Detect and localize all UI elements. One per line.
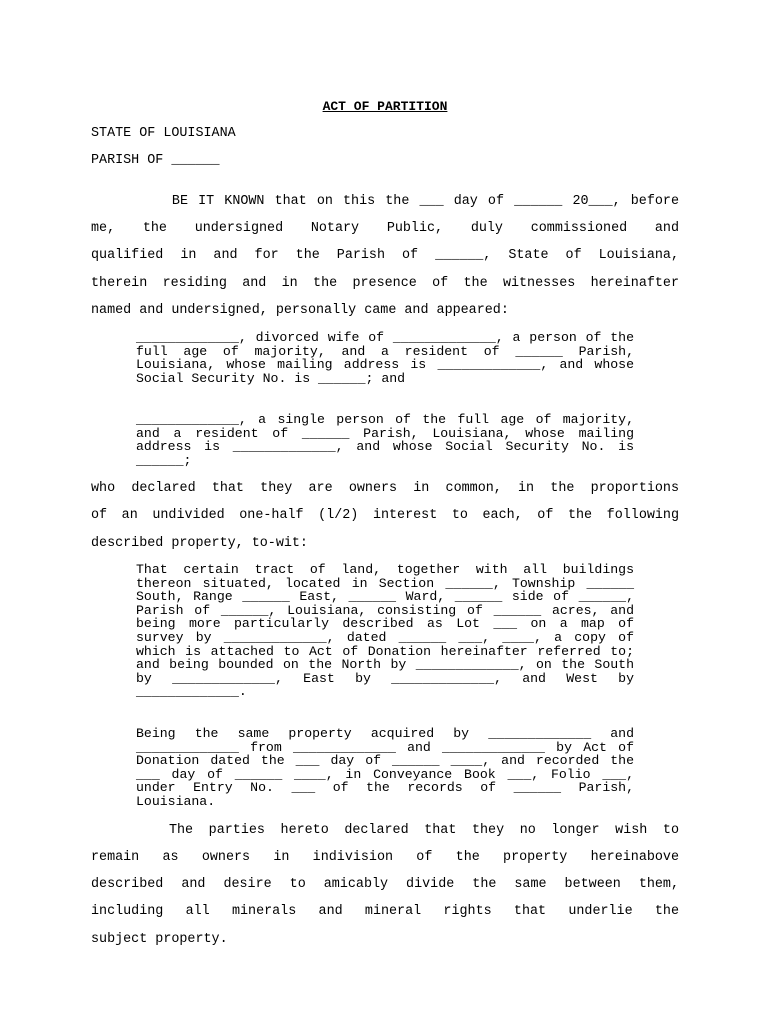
intro-line-1: BE IT KNOWN that on this the ___ day of ______ 20___, before: [91, 194, 679, 209]
declaration-line-2: of an undivided one-half (l/2) interest to each, of the following: [91, 508, 679, 523]
intro-line-3: qualified in and for the Parish of ______, State of Louisiana,: [91, 248, 679, 263]
property-description-paragraph: That certain tract of land, together with all buildings thereon situated, located in Section ______, Township ______ South, Range ______ East, ______ Ward, ______ side of ______, Parish of ______, Louisiana, consisting of ______ acres, and being more particularly described as Lot ___ on a map of survey by _____________, dated ______ ___, ____, a copy of which is attached to Act of Donation hereinafter referred to; and being bounded on the North by _____________, on the South by _____________, East by _____________, and West by _____________.: [136, 562, 634, 700]
intro-line-5: named and undersigned, personally came and appeared:: [91, 303, 509, 318]
party-2-paragraph: _____________, a single person of the full age of majority, and a resident of ______ Parish, Louisiana, whose mailing address is _____________, and whose Social Security No. is ______;: [136, 412, 634, 468]
closing-line-4: including all minerals and mineral rights that underlie the: [91, 904, 679, 919]
closing-line-3: described and desire to amicably divide the same between them,: [91, 877, 679, 892]
declaration-line-1: who declared that they are owners in common, in the proportions: [91, 481, 679, 496]
closing-line-2: remain as owners in indivision of the property hereinabove: [91, 850, 679, 865]
closing-line-5: subject property.: [91, 932, 228, 947]
acquisition-paragraph: Being the same property acquired by _____________ and _____________ from _____________ and _____________ by Act of Donation dated the ___ day of ______ ____, and recorded the ___ day of ______ ____, in Conveyance Book ___, Folio ___, under Entry No. ___ of the records of ______ Parish, Louisiana.: [136, 726, 634, 809]
intro-line-4: therein residing and in the presence of the witnesses hereinafter: [91, 276, 679, 291]
parish-line: PARISH OF ______: [91, 153, 220, 168]
party-1-paragraph: _____________, divorced wife of _____________, a person of the full age of majority, and a resident of ______ Parish, Louisiana, whose mailing address is _____________, and whose Social Security No. is ______; and: [136, 330, 634, 386]
state-line: STATE OF LOUISIANA: [91, 126, 236, 141]
closing-line-1: The parties hereto declared that they no longer wish to: [91, 823, 679, 838]
declaration-line-3: described property, to-wit:: [91, 536, 308, 551]
document-title: ACT OF PARTITION: [322, 99, 448, 114]
intro-line-2: me, the undersigned Notary Public, duly commissioned and: [91, 221, 679, 236]
